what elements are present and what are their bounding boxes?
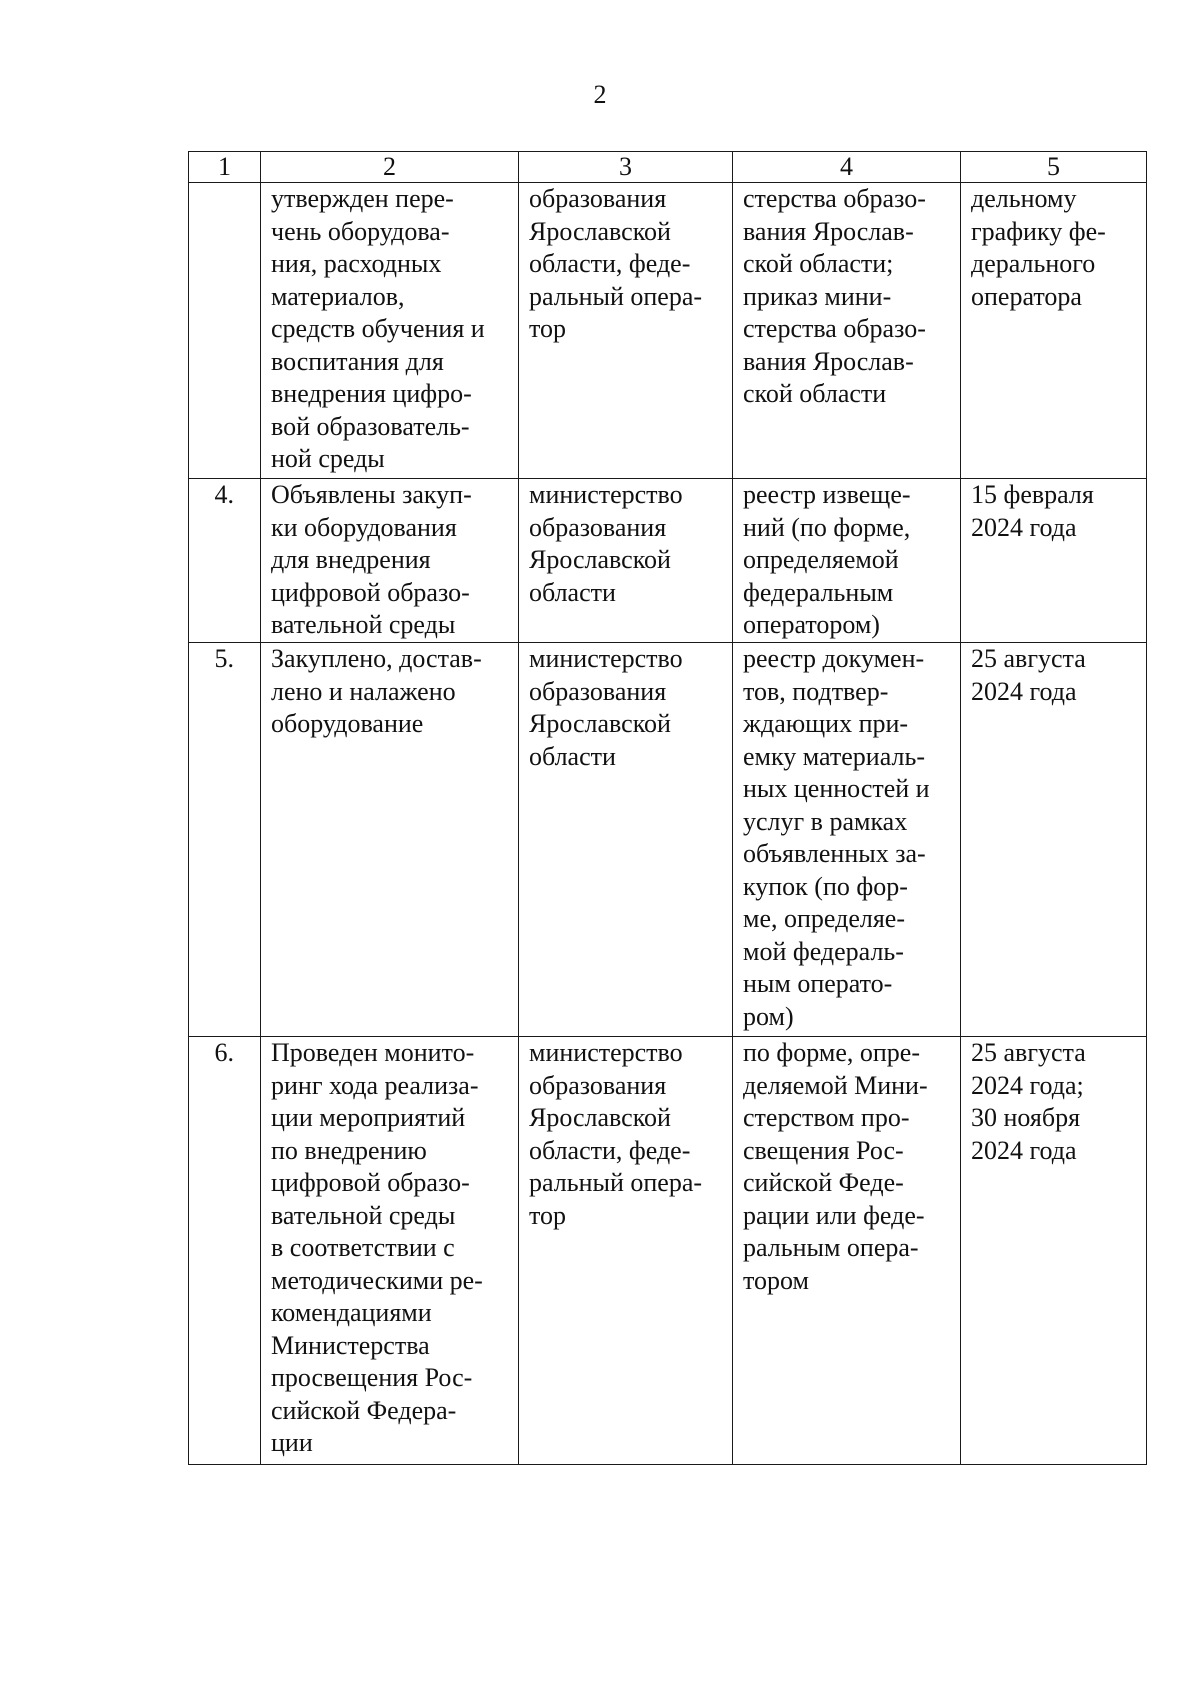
responsible-cell: министерство образования Ярославской области, феде- ральный опера- тор: [519, 1037, 733, 1465]
event-cell: Объявлены закуп- ки оборудования для внедрения цифровой образо- вательной среды: [261, 479, 519, 643]
table-row: [189, 643, 1147, 1037]
event-cell: утвержден пере- чень оборудова- ния, расходных материалов, средств обучения и воспитания для внедрения цифро- вой образователь- ной среды: [261, 183, 519, 479]
document-cell: стерства образо- вания Ярослав- ской области; приказ мини- стерства образо- вания Ярослав- ской области: [733, 183, 961, 479]
deadline-cell: 15 февраля 2024 года: [961, 479, 1147, 643]
event-cell: Проведен монито- ринг хода реализа- ции мероприятий по внедрению цифровой образо- вательной среды в соответствии с методическими ре- комендациями Министерства просвещения Рос- сийской Федера- ции: [261, 1037, 519, 1465]
column-header: 4: [733, 152, 961, 183]
table-row: [189, 1037, 1147, 1465]
row-number: 5.: [189, 643, 261, 1037]
table-row: [189, 479, 1147, 643]
column-header: 5: [961, 152, 1147, 183]
document-cell: реестр извеще- ний (по форме, определяемой федеральным оператором): [733, 479, 961, 643]
table-header-row: [189, 152, 1147, 183]
column-header: 1: [189, 152, 261, 183]
table-row: [189, 183, 1147, 479]
row-number: [189, 183, 261, 479]
deadline-cell: 25 августа 2024 года; 30 ноября 2024 года: [961, 1037, 1147, 1465]
responsible-cell: министерство образования Ярославской области: [519, 643, 733, 1037]
column-header: 3: [519, 152, 733, 183]
document-cell: реестр докумен- тов, подтвер- ждающих при- емку материаль- ных ценностей и услуг в рамках объявленных за- купок (по фор- ме, определяе- мой федераль- ным операто- ром): [733, 643, 961, 1037]
row-number: 4.: [189, 479, 261, 643]
deadline-cell: дельному графику фе- дерального оператора: [961, 183, 1147, 479]
row-number: 6.: [189, 1037, 261, 1465]
deadline-cell: 25 августа 2024 года: [961, 643, 1147, 1037]
page-number: 2: [593, 80, 607, 109]
column-header: 2: [261, 152, 519, 183]
document-cell: по форме, опре- деляемой Мини- стерством про- свещения Рос- сийской Феде- рации или феде- ральным опера- тором: [733, 1037, 961, 1465]
responsible-cell: образования Ярославской области, феде- ральный опера- тор: [519, 183, 733, 479]
event-cell: Закуплено, достав- лено и налажено оборудование: [261, 643, 519, 1037]
responsible-cell: министерство образования Ярославской области: [519, 479, 733, 643]
schedule-table: [188, 151, 1147, 1465]
